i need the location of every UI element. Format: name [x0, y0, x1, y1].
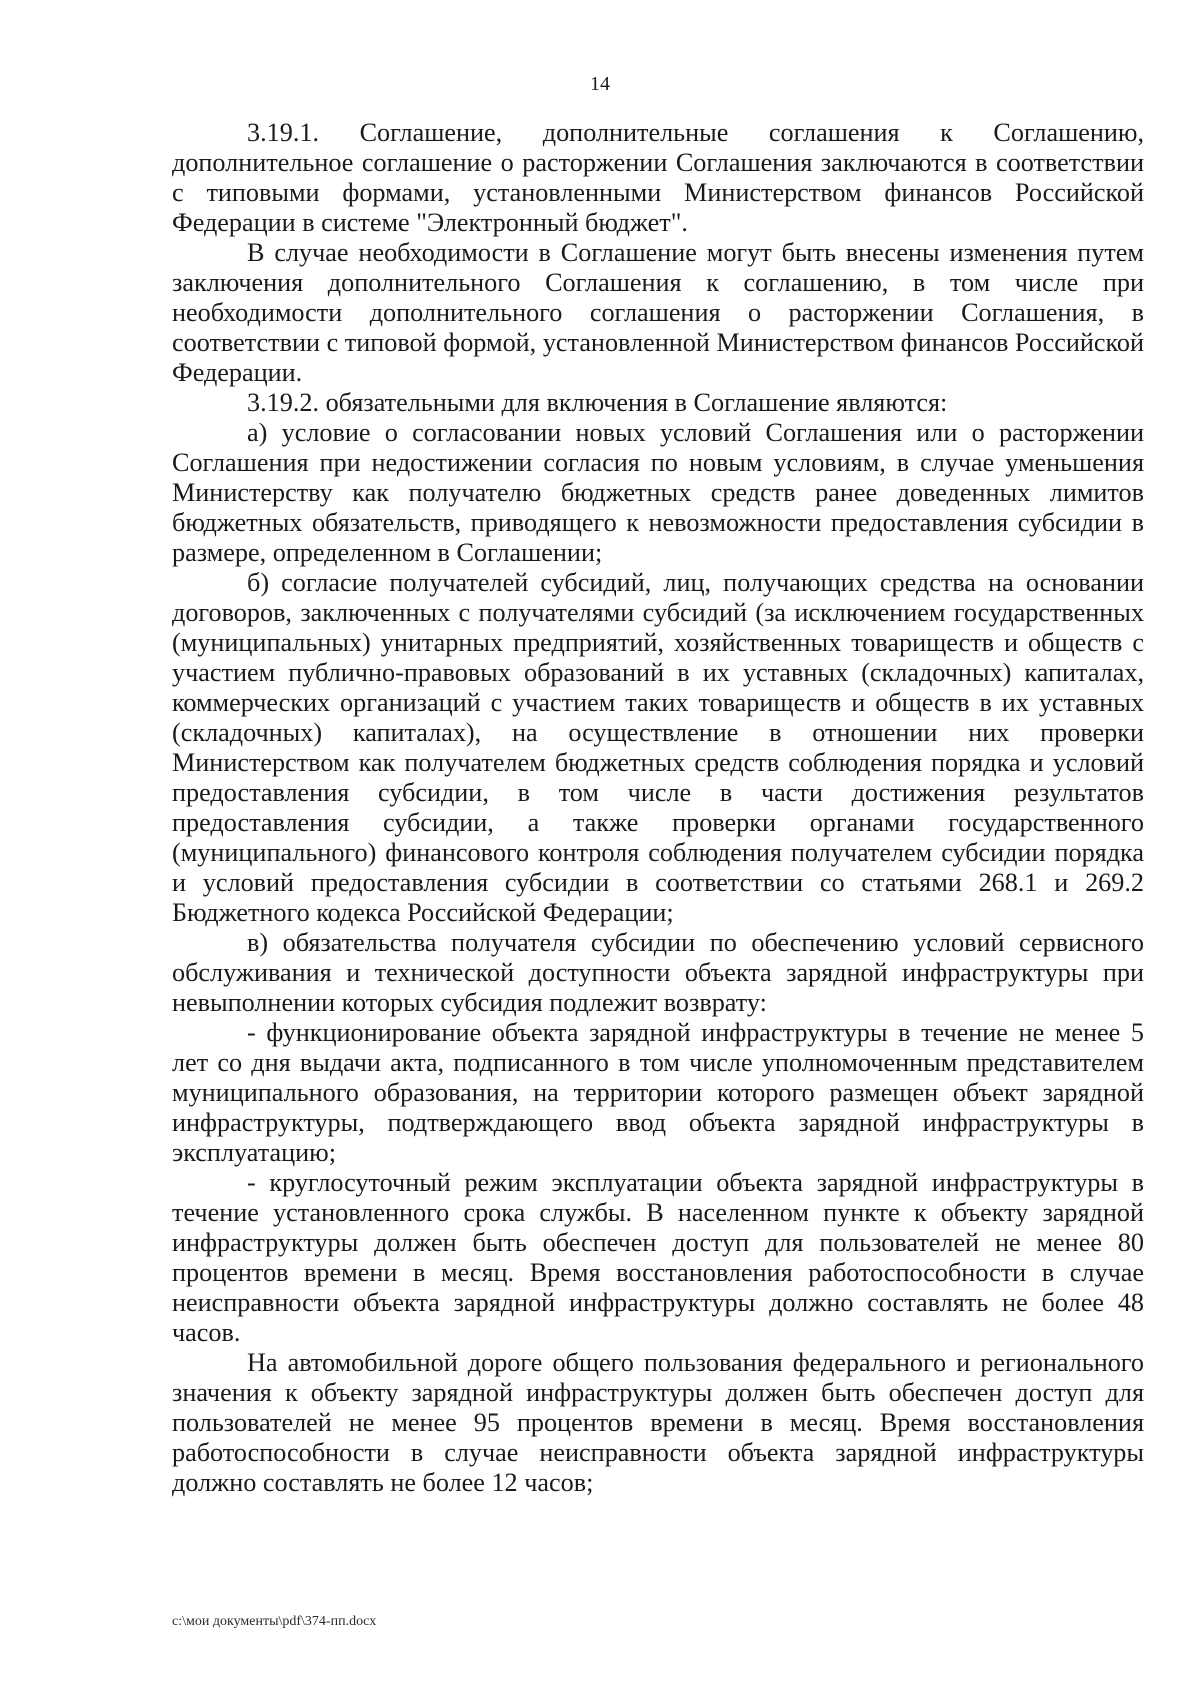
document-body — [172, 118, 1144, 1498]
paragraph-bullet-round-the-clock: - круглосуточный режим эксплуатации объекта зарядной инфраструктуры в течение установленного срока службы. В населенном пункте к объекту зарядной инфраструктуры должен быть обеспечен доступ для пользователей не менее 80 процентов времени в месяц. Время восстановления работоспособности в случае неисправности объекта зарядной инфраструктуры должно составлять не более 48 часов. — [172, 1168, 1144, 1347]
paragraph-item-v: в) обязательства получателя субсидии по обеспечению условий сервисного обслуживания и технической доступности объекта зарядной инфраструктуры при невыполнении которых субсидия подлежит возврату: — [172, 928, 1144, 1017]
paragraph-item-a: а) условие о согласовании новых условий Соглашения или о расторжении Соглашения при недостижении согласия по новым условиям, в случае уменьшения Министерству как получателю бюджетных средств ранее доведенных лимитов бюджетных обязательств, приводящего к невозможности предоставления субсидии в размере, определенном в Соглашении; — [172, 418, 1144, 567]
paragraph-3-19-2: 3.19.2. обязательными для включения в Соглашение являются: — [247, 388, 948, 417]
paragraph-highway-access: На автомобильной дороге общего пользования федерального и регионального значения к объекту зарядной инфраструктуры должен быть обеспечен доступ для пользователей не менее 95 процентов времени в месяц. Время восстановления работоспособности в случае неисправности объекта зарядной инфраструктуры должно составлять не более 12 часов; — [172, 1348, 1144, 1497]
paragraph-3-19-1: 3.19.1. Соглашение, дополнительные соглашения к Соглашению, дополнительное соглашение о расторжении Соглашения заключаются в соответствии с типовыми формами, установленными Министерством финансов Российской Федерации в системе "Электронный бюджет". — [172, 118, 1144, 237]
paragraph-item-b: б) согласие получателей субсидий, лиц, получающих средства на основании договоров, заключенных с получателями субсидий (за исключением государственных (муниципальных) унитарных предприятий, хозяйственных товариществ и обществ с участием публично-правовых образований в их уставных (складочных) капиталах, коммерческих организаций с участием таких товариществ и обществ в их уставных (складочных) капиталах), на осуществление в отношении них проверки Министерством как получателем бюджетных средств соблюдения порядка и условий предоставления субсидии, в том числе в части достижения результатов предоставления субсидии, а также проверки органами государственного (муниципального) финансового контроля соблюдения получателем субсидии порядка и условий предоставления субсидии в соответствии со статьями 268.1 и 269.2 Бюджетного кодекса Российской Федерации; — [172, 568, 1144, 927]
footer-file-path: c:\мои документы\pdf\374-пп.docx — [172, 1614, 377, 1629]
page-number: 14 — [590, 73, 610, 95]
paragraph-amendments: В случае необходимости в Соглашение могут быть внесены изменения путем заключения дополнительного Соглашения к соглашению, в том числе при необходимости дополнительного соглашения о расторжении Соглашения, в соответствии с типовой формой, установленной Министерством финансов Российской Федерации. — [172, 238, 1144, 387]
paragraph-bullet-operation: - функционирование объекта зарядной инфраструктуры в течение не менее 5 лет со дня выдачи акта, подписанного в том числе уполномоченным представителем муниципального образования, на территории которого размещен объект зарядной инфраструктуры, подтверждающего ввод объекта зарядной инфраструктуры в эксплуатацию; — [172, 1018, 1144, 1167]
